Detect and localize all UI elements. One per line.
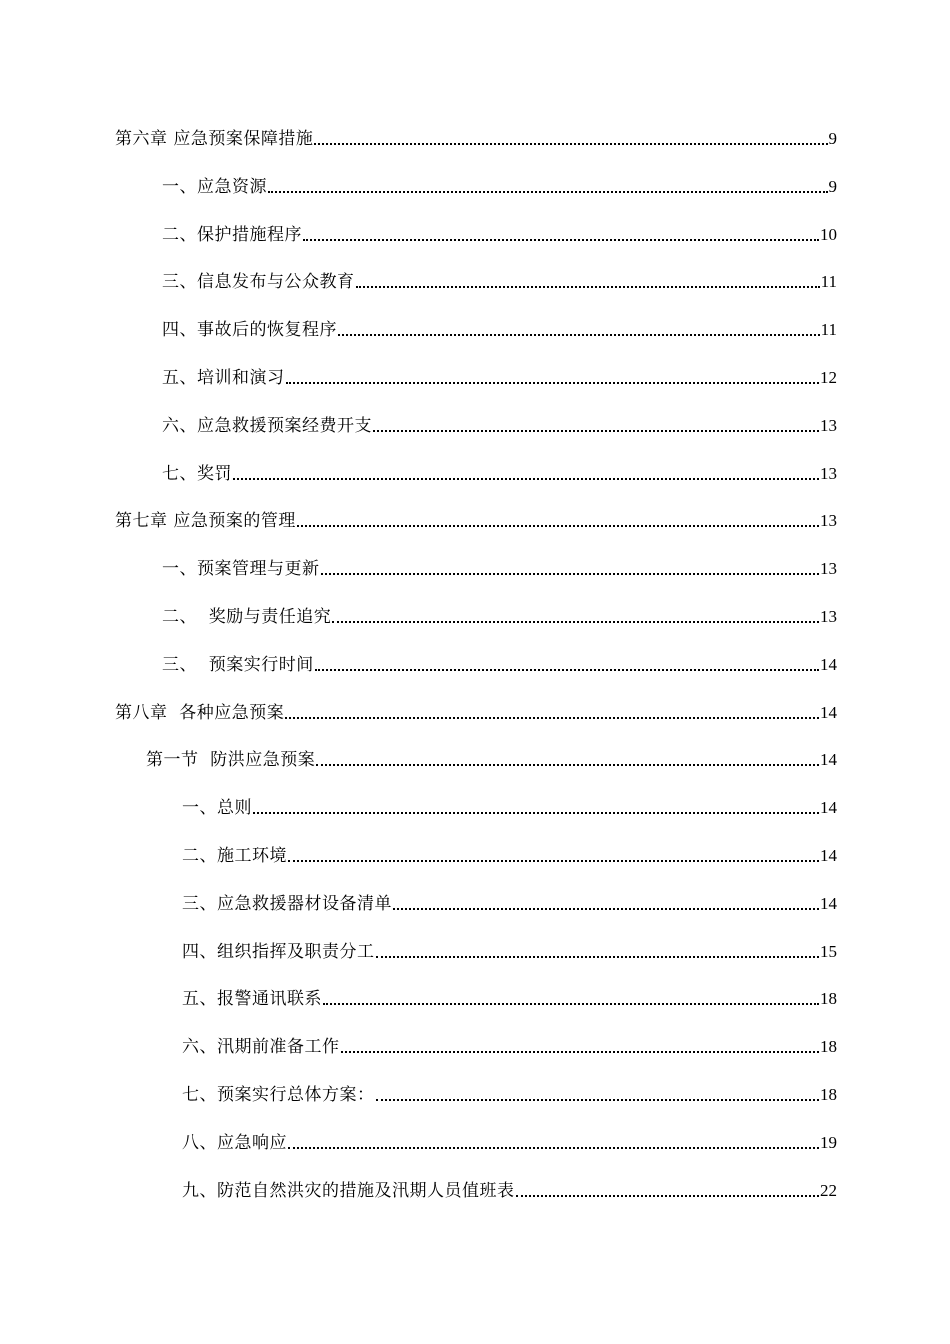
toc-entry-title: 三、应急救援器材设备清单 <box>182 894 392 914</box>
toc-entry-page: 18 <box>820 1037 837 1056</box>
toc-entry-page: 19 <box>820 1133 837 1152</box>
toc-entry-page: 15 <box>820 942 837 961</box>
toc-entry[interactable] <box>162 267 837 293</box>
toc-entry-page: 14 <box>820 894 837 913</box>
toc-entry[interactable] <box>162 411 837 437</box>
toc-entry-page: 13 <box>820 607 837 626</box>
toc-entry-page: 13 <box>820 416 837 435</box>
toc-entry-page: 9 <box>828 177 837 196</box>
toc-dot-leader <box>233 477 819 480</box>
toc-entry[interactable] <box>182 841 837 867</box>
toc-dot-leader <box>341 1050 820 1053</box>
toc-entry-title: 一、应急资源 <box>162 177 267 197</box>
toc-entry-page: 11 <box>820 272 837 291</box>
toc-dot-leader <box>323 1002 819 1005</box>
toc-entry-page: 12 <box>820 368 837 387</box>
toc-entry-page: 14 <box>820 655 837 674</box>
toc-entry[interactable] <box>182 793 837 819</box>
toc-entry-page: 9 <box>828 129 837 148</box>
toc-entry[interactable] <box>162 554 837 580</box>
toc-entry[interactable] <box>162 459 837 485</box>
toc-dot-leader <box>321 572 820 575</box>
toc-entry-page: 11 <box>820 320 837 339</box>
toc-entry-page: 10 <box>820 225 837 244</box>
toc-entry-page: 14 <box>820 798 837 817</box>
toc-entry[interactable] <box>182 1080 837 1106</box>
toc-entry-title: 五、报警通讯联系 <box>182 989 322 1009</box>
toc-dot-leader <box>332 620 819 623</box>
toc-dot-leader <box>314 142 827 145</box>
toc-entry-title: 七、预案实行总体方案： <box>182 1085 375 1105</box>
toc-entry-page: 14 <box>820 703 837 722</box>
toc-entry-title: 五、培训和演习 <box>162 368 285 388</box>
toc-entry[interactable] <box>182 1128 837 1154</box>
toc-entry-title: 第六章 应急预案保障措施 <box>115 129 314 149</box>
toc-entry[interactable] <box>162 172 837 198</box>
toc-dot-leader <box>315 668 819 671</box>
toc-dot-leader <box>253 811 819 814</box>
toc-entry-title: 四、组织指挥及职责分工 <box>182 942 375 962</box>
toc-dot-leader <box>288 859 819 862</box>
toc-dot-leader <box>286 381 820 384</box>
toc-entry-title: 一、总则 <box>182 798 252 818</box>
toc-entry-title: 二、保护措施程序 <box>162 225 302 245</box>
toc-entry-page: 18 <box>820 989 837 1008</box>
toc-entry-title: 三、信息发布与公众教育 <box>162 272 355 292</box>
toc-entry[interactable] <box>162 363 837 389</box>
toc-entry-page: 14 <box>820 750 837 769</box>
toc-entry[interactable] <box>182 1032 837 1058</box>
toc-dot-leader <box>268 190 828 193</box>
toc-entry-page: 13 <box>820 511 837 530</box>
toc-entry-title: 九、防范自然洪灾的措施及汛期人员值班表 <box>182 1181 515 1201</box>
toc-entry[interactable] <box>162 220 837 246</box>
toc-dot-leader <box>393 907 819 910</box>
toc-entry-page: 13 <box>820 559 837 578</box>
toc-dot-leader <box>316 763 819 766</box>
toc-entry-title: 八、应急响应 <box>182 1133 287 1153</box>
toc-dot-leader <box>356 285 820 288</box>
toc-entry-page: 13 <box>820 464 837 483</box>
toc-dot-leader <box>288 1146 819 1149</box>
toc-entry[interactable] <box>182 984 837 1010</box>
toc-entry-title: 七、奖罚 <box>162 464 232 484</box>
toc-dot-leader <box>285 716 819 719</box>
toc-entry[interactable] <box>162 650 837 676</box>
toc-entry-title: 第一节 防洪应急预案 <box>146 750 316 770</box>
toc-entry[interactable] <box>182 1176 837 1202</box>
toc-entry[interactable] <box>182 937 837 963</box>
toc-entry-title: 三、 预案实行时间 <box>162 655 314 675</box>
toc-dot-leader <box>373 429 819 432</box>
toc-dot-leader <box>376 955 820 958</box>
toc-entry-chapter-8[interactable] <box>115 698 837 724</box>
toc-entry-section[interactable] <box>146 745 837 771</box>
toc-dot-leader <box>376 1098 820 1101</box>
toc-entry-title: 第八章 各种应急预案 <box>115 703 285 723</box>
toc-entry-page: 14 <box>820 846 837 865</box>
toc-entry-title: 一、预案管理与更新 <box>162 559 320 579</box>
toc-entry[interactable] <box>182 889 837 915</box>
toc-entry-title: 六、应急救援预案经费开支 <box>162 416 372 436</box>
toc-dot-leader <box>303 238 819 241</box>
toc-dot-leader <box>297 524 819 527</box>
toc-entry-page: 18 <box>820 1085 837 1104</box>
toc-entry-chapter-7[interactable] <box>115 506 837 532</box>
toc-entry-title: 四、事故后的恢复程序 <box>162 320 337 340</box>
toc-entry-title: 二、施工环境 <box>182 846 287 866</box>
toc-entry-title: 第七章 应急预案的管理 <box>115 511 296 531</box>
toc-entry-title: 二、 奖励与责任追究 <box>162 607 332 627</box>
toc-entry-chapter-6[interactable] <box>115 124 837 150</box>
toc-entry-title: 六、汛期前准备工作 <box>182 1037 340 1057</box>
toc-entry-page: 22 <box>820 1181 837 1200</box>
toc-dot-leader <box>516 1194 820 1197</box>
toc-dot-leader <box>338 333 820 336</box>
toc-entry[interactable] <box>162 602 837 628</box>
toc-entry[interactable] <box>162 315 837 341</box>
